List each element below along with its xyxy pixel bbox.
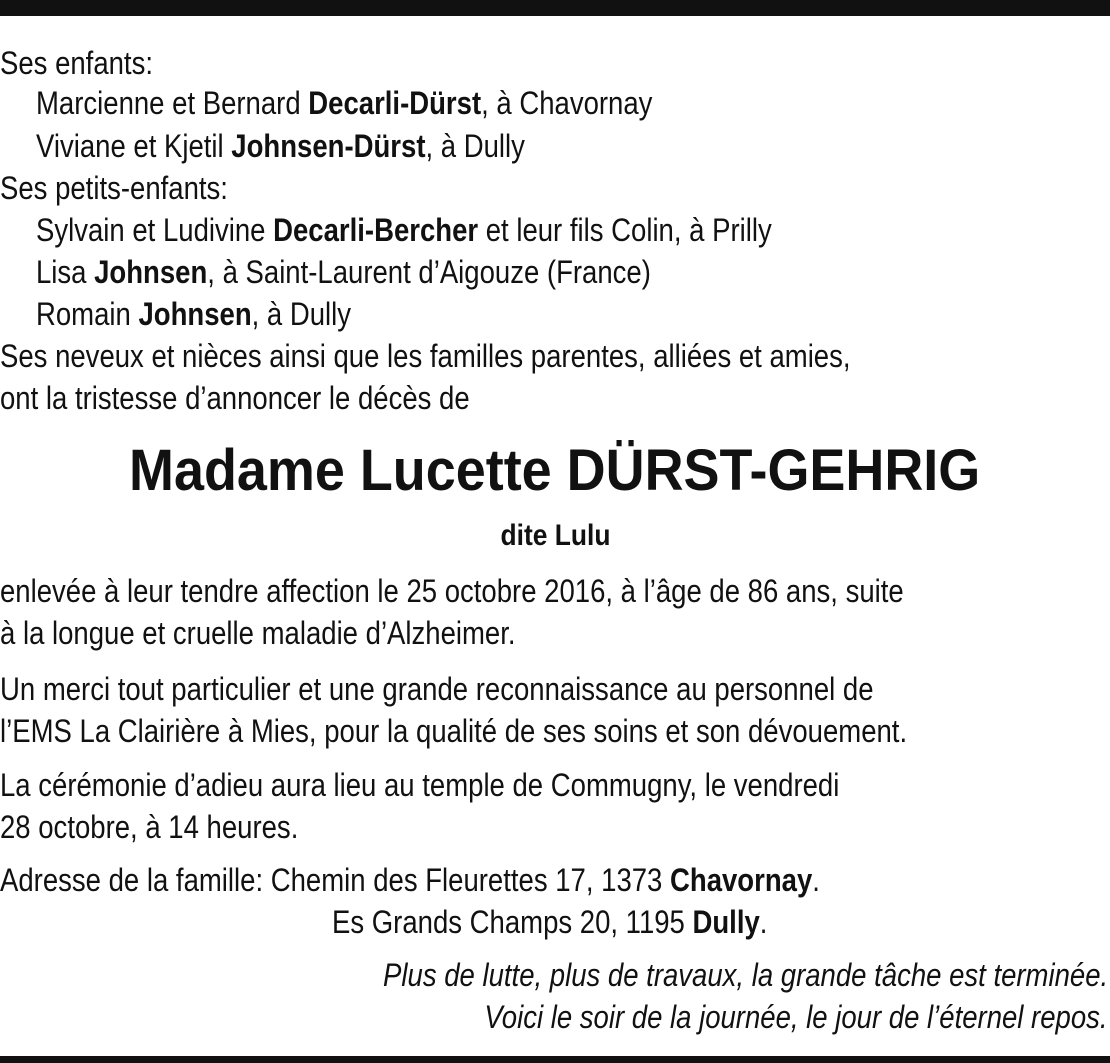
bottom-border-rule bbox=[0, 1056, 1110, 1063]
child-2-place: , à Dully bbox=[425, 128, 525, 164]
deceased-nickname bbox=[0, 518, 1110, 554]
death-notice-line-1: enlevée à leur tendre affection le 25 octobre 2016, à l’âge de 86 ans, suite bbox=[0, 573, 904, 609]
announcement-line: ont la tristesse d’annoncer le décès de bbox=[0, 380, 470, 416]
death-notice-line-2: à la longue et cruelle maladie d’Alzheimer. bbox=[0, 615, 516, 651]
child-1-names: Marcienne et Bernard bbox=[36, 85, 309, 121]
family-line-child-1 bbox=[36, 84, 652, 122]
address-2-street: Es Grands Champs 20, 1195 bbox=[332, 904, 693, 940]
grandchild-2-place: , à Saint-Laurent d’Aigouze (France) bbox=[207, 254, 651, 290]
family-address-line-2 bbox=[332, 903, 767, 941]
address-1-street: Chemin des Fleurettes 17, 1373 bbox=[270, 862, 671, 898]
family-line-grandchild-1 bbox=[36, 211, 772, 249]
address-label: Adresse de la famille: bbox=[0, 862, 271, 898]
deceased-nickname-text: dite Lulu bbox=[499, 519, 610, 552]
verse-line-1: Plus de lutte, plus de travaux, la grande tâche est terminée. bbox=[382, 957, 1108, 993]
child-2-names: Viviane et Kjetil bbox=[36, 128, 232, 164]
ceremony-line-1: La cérémonie d’adieu aura lieu au temple de Commugny, le vendredi bbox=[0, 767, 840, 803]
address-1-period: . bbox=[812, 862, 820, 898]
family-line-grandchild-3 bbox=[36, 295, 351, 333]
grandchild-1-names: Sylvain et Ludivine bbox=[36, 212, 274, 248]
grandchild-2-names: Lisa bbox=[36, 254, 95, 290]
deceased-name-text: Madame Lucette DÜRST-GEHRIG bbox=[129, 438, 981, 503]
children-heading: Ses enfants: bbox=[0, 45, 153, 81]
address-2-city: Dully bbox=[692, 904, 760, 940]
family-line-grandchild-2 bbox=[36, 253, 651, 291]
child-1-surname: Decarli-Dürst bbox=[308, 85, 482, 121]
grandchild-1-place: et leur fils Colin, à Prilly bbox=[478, 212, 772, 248]
grandchildren-heading: Ses petits-enfants: bbox=[0, 170, 228, 206]
address-2-period: . bbox=[759, 904, 768, 940]
relatives-line: Ses neveux et nièces ainsi que les familles parentes, alliées et amies, bbox=[0, 338, 851, 374]
family-line-child-2 bbox=[36, 127, 525, 165]
family-address-line-1 bbox=[0, 861, 820, 899]
grandchild-2-surname: Johnsen bbox=[94, 254, 208, 290]
grandchild-3-surname: Johnsen bbox=[138, 296, 252, 332]
grandchild-1-surname: Decarli-Bercher bbox=[273, 212, 479, 248]
top-border-rule bbox=[0, 0, 1110, 16]
child-2-surname: Johnsen-Dürst bbox=[231, 128, 426, 164]
thanks-line-2: l’EMS La Clairière à Mies, pour la qualité de ses soins et son dévouement. bbox=[0, 713, 908, 749]
deceased-name bbox=[0, 436, 1110, 506]
address-1-city: Chavornay bbox=[670, 862, 813, 898]
child-1-place: , à Chavornay bbox=[481, 85, 653, 121]
grandchild-3-names: Romain bbox=[36, 296, 139, 332]
ceremony-line-2: 28 octobre, à 14 heures. bbox=[0, 809, 299, 845]
grandchild-3-place: , à Dully bbox=[251, 296, 352, 332]
thanks-line-1: Un merci tout particulier et une grande reconnaissance au personnel de bbox=[0, 671, 874, 707]
verse-line-2: Voici le soir de la journée, le jour de l’éternel repos. bbox=[484, 999, 1108, 1035]
